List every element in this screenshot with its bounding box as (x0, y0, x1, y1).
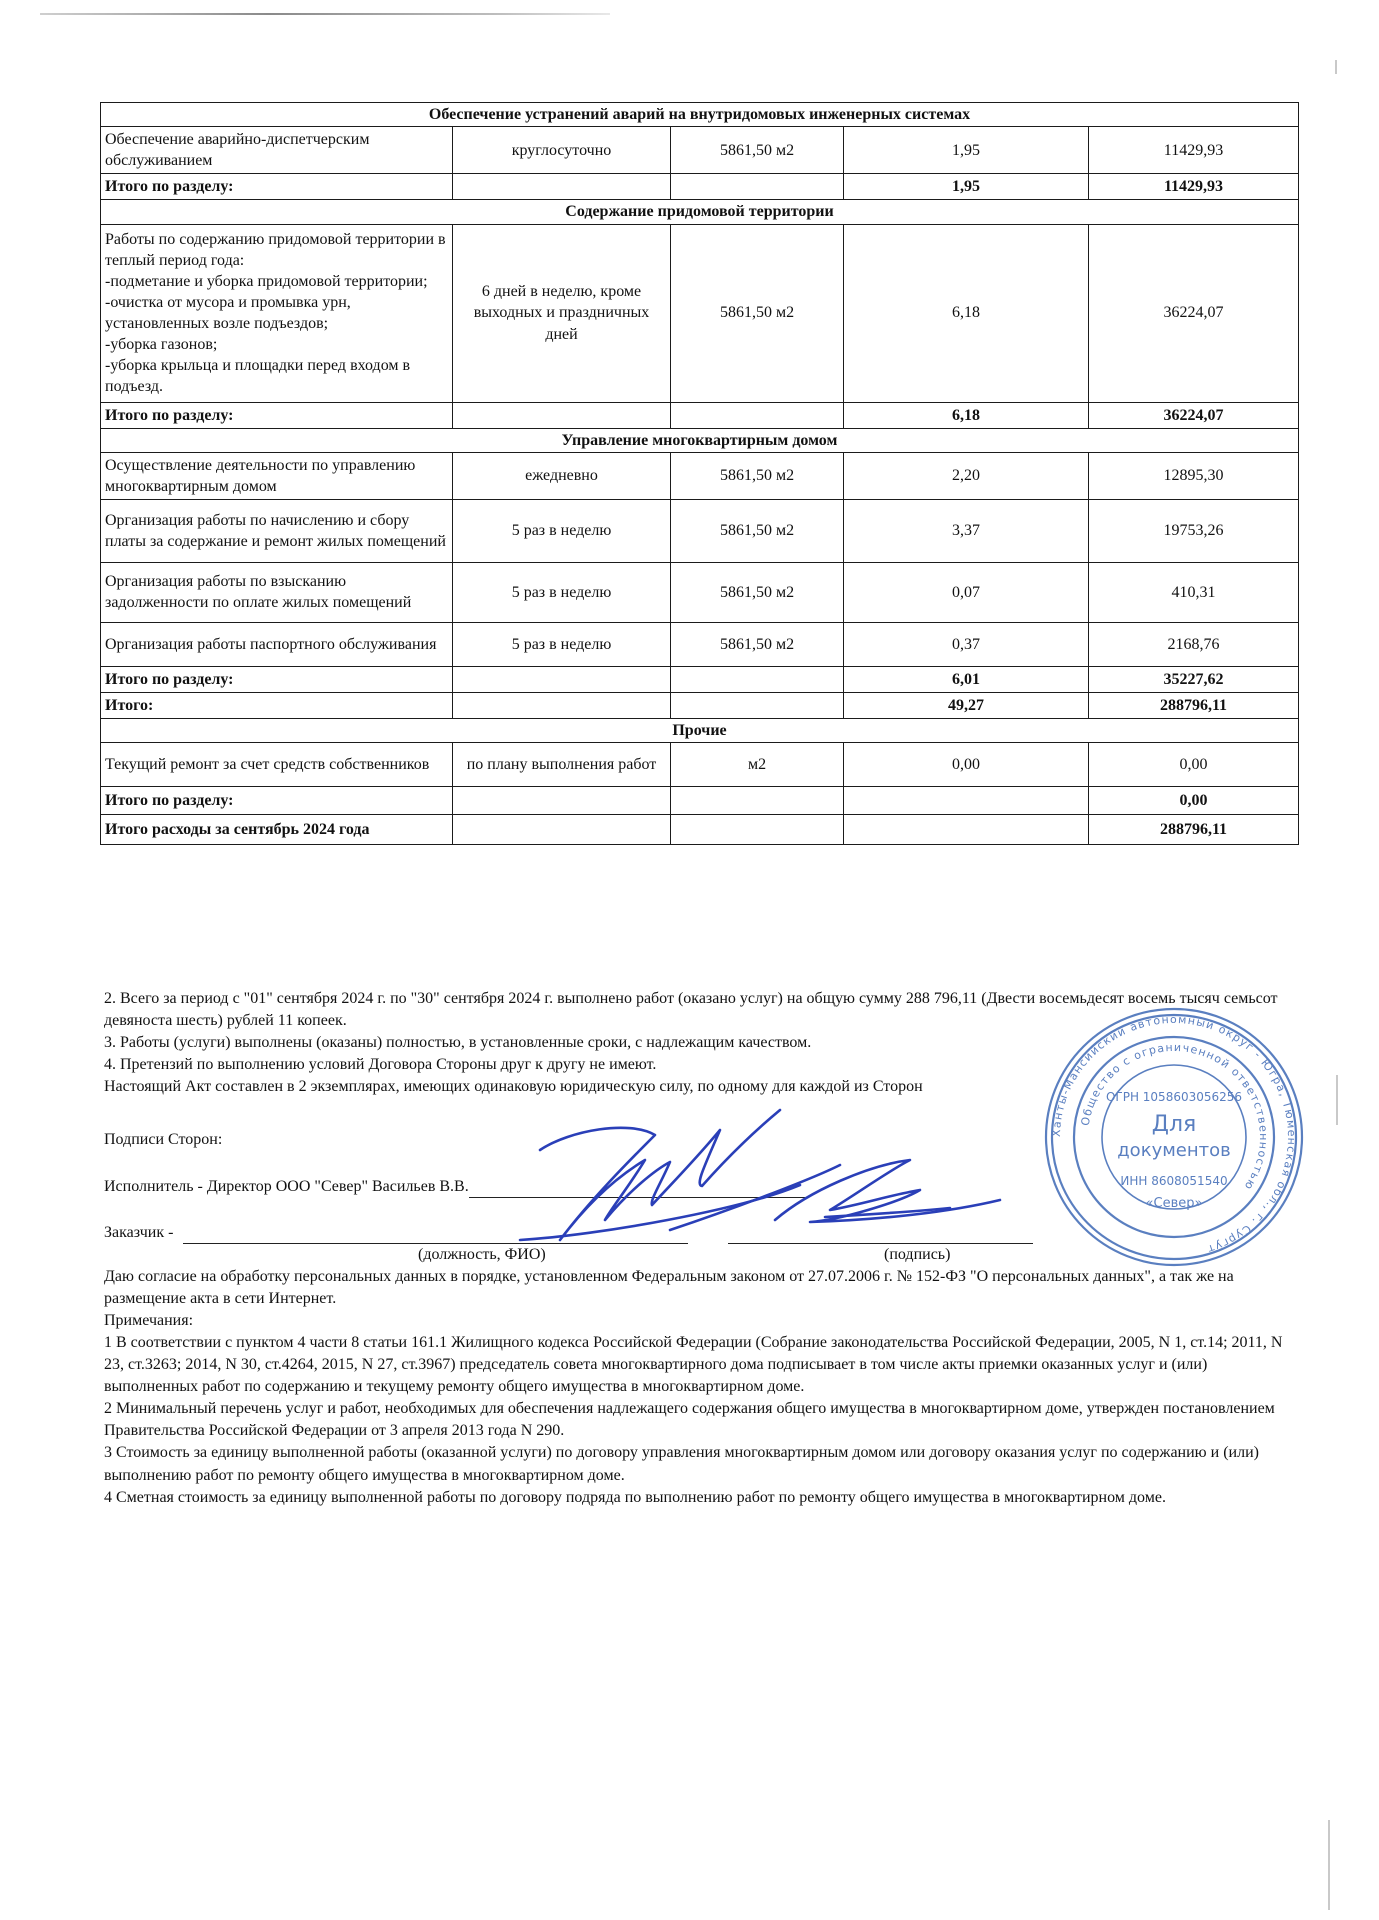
table-row (101, 452, 1299, 499)
table-row (101, 224, 1299, 402)
section-total-row (101, 666, 1299, 692)
note-2: 2 Минимальный перечень услуг и работ, необходимых для обеспечения надлежащего содержания общего имущества в многоквартирном доме, утвержден постановлением Правительства Российской Федерации от 3 апреля 2013 года N 290. (104, 1400, 1275, 1440)
section-header-row (101, 103, 1299, 127)
total-empty-cell (671, 815, 844, 845)
table-row (101, 562, 1299, 622)
rate-cell: 0,00 (844, 743, 1089, 787)
amount-cell: 410,31 (1089, 562, 1299, 622)
frequency-cell: 5 раз в неделю (453, 622, 671, 666)
section-total-row (101, 174, 1299, 200)
grand-total-row (101, 693, 1299, 719)
statement-quality: 3. Работы (услуги) выполнены (оказаны) полностью, в установленные сроки, с надлежащим качеством. (104, 1034, 812, 1052)
service-name-cell: Организация работы по начислению и сбору платы за содержание и ремонт жилых помещений (101, 499, 453, 562)
consent-text: Даю согласие на обработку персональных данных в порядке, установленном Федеральным законом от 27.07.2006 г. № 152-ФЗ "О персональных данных", а так же на размещение акта в сети Интернет. (104, 1268, 1234, 1308)
section-total-row (101, 787, 1299, 815)
service-name-cell: Работы по содержанию придомовой территории в теплый период года: -подметание и уборка придомовой территории; -очистка от мусора и промывка урн, установленных возле подъездов; -уборка газонов; -уборка крыльца и площадки перед входом в подъезд. (101, 224, 453, 402)
frequency-cell: 6 дней в неделю, кроме выходных и праздничных дней (453, 224, 671, 402)
statement-total: 2. Всего за период с "01" сентября 2024 г. по "30" сентября 2024 г. выполнено работ (оказано услуг) на общую сумму 288 796,11 (Двести восемьдесят восемь тысяч семьсот девяноста шесть) рублей 11 копеек. (104, 990, 1278, 1030)
area-cell: 5861,50 м2 (671, 562, 844, 622)
total-empty-cell (453, 815, 671, 845)
frequency-cell: по плану выполнения работ (453, 743, 671, 787)
amount-cell: 19753,26 (1089, 499, 1299, 562)
total-rate-cell: 49,27 (844, 693, 1089, 719)
total-amount-cell: 288796,11 (1089, 815, 1299, 845)
service-name-cell: Осуществление деятельности по управлению многоквартирным домом (101, 452, 453, 499)
amount-cell: 0,00 (1089, 743, 1299, 787)
total-label-cell: Итого по разделу: (101, 787, 453, 815)
section-title: Управление многоквартирным домом (101, 428, 1299, 452)
total-empty-cell (453, 402, 671, 428)
amount-cell: 12895,30 (1089, 452, 1299, 499)
rate-cell: 1,95 (844, 127, 1089, 174)
total-empty-cell (671, 174, 844, 200)
frequency-cell: 5 раз в неделю (453, 499, 671, 562)
section-header-row (101, 719, 1299, 743)
area-cell: 5861,50 м2 (671, 452, 844, 499)
area-cell: 5861,50 м2 (671, 127, 844, 174)
section-header-row (101, 428, 1299, 452)
section-title: Обеспечение устранений аварий на внутридомовых инженерных системах (101, 103, 1299, 127)
notes-heading: Примечания: (104, 1312, 194, 1329)
table-row (101, 622, 1299, 666)
section-title: Прочие (101, 719, 1299, 743)
rate-cell: 0,37 (844, 622, 1089, 666)
total-empty-cell (453, 666, 671, 692)
stamp-ogrn: ОГРН 1058603056256 (1105, 1090, 1243, 1104)
stamp-ring-inner: Общество с ограниченной ответственностью (1078, 1040, 1271, 1194)
amount-cell: 36224,07 (1089, 224, 1299, 402)
total-empty-cell (453, 787, 671, 815)
statement-copies: Настоящий Акт составлен в 2 экземплярах, имеющих одинаковую юридическую силу, по одному для каждой из Сторон (104, 1078, 923, 1096)
table-row (101, 127, 1299, 174)
rate-cell: 6,18 (844, 224, 1089, 402)
services-table (100, 102, 1299, 845)
total-rate-cell (844, 787, 1089, 815)
service-name-cell: Текущий ремонт за счет средств собственников (101, 743, 453, 787)
total-label-cell: Итого расходы за сентябрь 2024 года (101, 815, 453, 845)
total-empty-cell (671, 666, 844, 692)
total-rate-cell: 1,95 (844, 174, 1089, 200)
rate-cell: 0,07 (844, 562, 1089, 622)
service-name-cell: Организация работы паспортного обслуживания (101, 622, 453, 666)
note-4: 4 Сметная стоимость за единицу выполненной работы по договору подряда по выполнению работ по ремонту общего имущества в многоквартирном доме. (104, 1488, 1166, 1506)
handwritten-signature (480, 1090, 1060, 1260)
total-empty-cell (453, 693, 671, 719)
total-empty-cell (671, 402, 844, 428)
rate-cell: 3,37 (844, 499, 1089, 562)
stamp-center-line2: документов (1117, 1140, 1231, 1161)
area-cell: 5861,50 м2 (671, 224, 844, 402)
amount-cell: 2168,76 (1089, 622, 1299, 666)
total-amount-cell: 35227,62 (1089, 666, 1299, 692)
notes-block (104, 1310, 1294, 1509)
stamp-name: «Север» (1145, 1196, 1203, 1211)
scan-mark (1335, 60, 1337, 74)
scan-mark (1336, 1075, 1338, 1125)
total-amount-cell: 11429,93 (1089, 174, 1299, 200)
note-3: 3 Стоимость за единицу выполненной работы (оказанной услуги) по договору управления многоквартирным домом или договору оказания услуг по содержанию и (или) выполнению работ по ремонту общего имущества в многоквартирном доме. (104, 1444, 1259, 1484)
executor-label: Исполнитель - Директор ООО "Север" Васильев В.В. (104, 1178, 469, 1195)
total-amount-cell: 0,00 (1089, 787, 1299, 815)
stamp-inn: ИНН 8608051540 (1120, 1174, 1228, 1188)
total-empty-cell (453, 174, 671, 200)
rate-cell: 2,20 (844, 452, 1089, 499)
customer-label: Заказчик - (104, 1224, 174, 1241)
stamp-center-line1: Для (1151, 1112, 1197, 1137)
table-row (101, 499, 1299, 562)
total-rate-cell: 6,01 (844, 666, 1089, 692)
total-rate-cell: 6,18 (844, 402, 1089, 428)
note-1: 1 В соответствии с пунктом 4 части 8 статьи 161.1 Жилищного кодекса Российской Федерации (Собрание законодательства Российской Федерации, 2005, N 1, ст.14; 2011, N 23, ст.3263; 2014, N 30, ст.4264, 2015, N 27, ст.3967) председатель совета многоквартирного дома подписывает в том числе акты приемки оказанных услуг и (или) выполненных работ по содержанию и текущему ремонту общего имущества в многоквартирном доме. (104, 1334, 1283, 1396)
service-name-cell: Обеспечение аварийно-диспетчерским обслуживанием (101, 127, 453, 174)
total-label-cell: Итого: (101, 693, 453, 719)
statement-claims: 4. Претензий по выполнению условий Договора Стороны друг к другу не имеют. (104, 1056, 657, 1074)
frequency-cell: ежедневно (453, 452, 671, 499)
stamp-ring-outer: Ханты-Мансийский автономный округ - Югра, Тюменская обл., г. Сургут (1049, 1012, 1299, 1256)
company-stamp (1040, 1003, 1308, 1271)
frequency-cell: круглосуточно (453, 127, 671, 174)
total-label-cell: Итого по разделу: (101, 174, 453, 200)
section-total-row (101, 402, 1299, 428)
total-empty-cell (671, 787, 844, 815)
section-header-row (101, 200, 1299, 224)
caption-signature: (подпись) (884, 1246, 951, 1263)
service-name-cell: Организация работы по взысканию задолженности по оплате жилых помещений (101, 562, 453, 622)
total-amount-cell: 288796,11 (1089, 693, 1299, 719)
total-label-cell: Итого по разделу: (101, 666, 453, 692)
total-rate-cell (844, 815, 1089, 845)
total-empty-cell (671, 693, 844, 719)
amount-cell: 11429,93 (1089, 127, 1299, 174)
total-amount-cell: 36224,07 (1089, 402, 1299, 428)
area-cell: 5861,50 м2 (671, 499, 844, 562)
table-row (101, 743, 1299, 787)
frequency-cell: 5 раз в неделю (453, 562, 671, 622)
final-total-row (101, 815, 1299, 845)
area-cell: м2 (671, 743, 844, 787)
scan-edge-line (40, 13, 610, 15)
signatures-heading: Подписи Сторон: (104, 1131, 223, 1148)
section-title: Содержание придомовой территории (101, 200, 1299, 224)
total-label-cell: Итого по разделу: (101, 402, 453, 428)
caption-position: (должность, ФИО) (418, 1246, 546, 1263)
area-cell: 5861,50 м2 (671, 622, 844, 666)
scan-mark (1328, 1820, 1330, 1910)
